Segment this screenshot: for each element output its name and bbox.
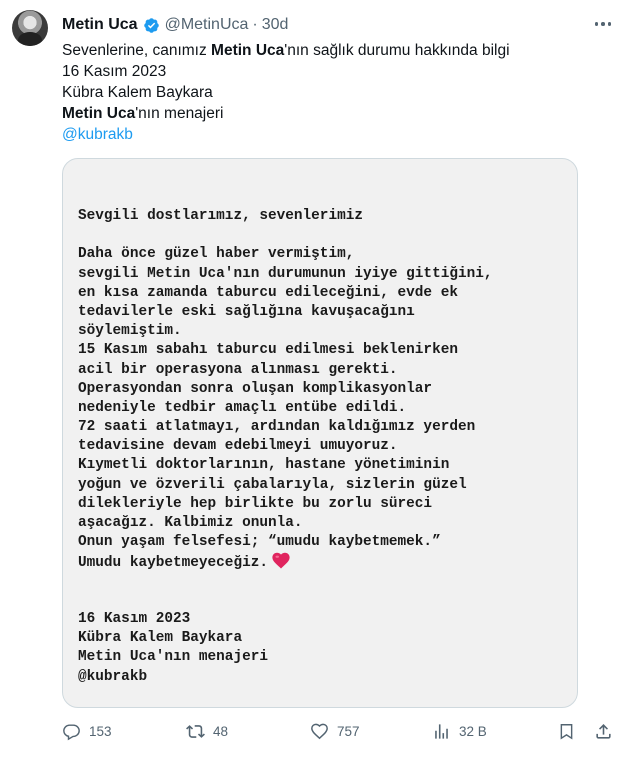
image-text-line: acil bir operasyona alınması gerekti.	[78, 361, 398, 378]
views-icon	[432, 722, 451, 741]
image-text-line: Kıymetli doktorlarının, hastane yönetiminin	[78, 457, 450, 474]
reply-count: 153	[89, 723, 112, 739]
image-text-line: tedavilerle eski sağlığına kavuşacağını	[78, 303, 415, 320]
reply-icon	[62, 722, 81, 741]
tweet-text	[62, 40, 510, 145]
like-count: 757	[337, 723, 360, 739]
image-text-line: sevgili Metin Uca'nın durumunun iyiye gittiğini,	[78, 265, 493, 282]
image-text-line	[78, 572, 493, 591]
image-text-line: Kübra Kalem Baykara	[78, 630, 243, 647]
views-button[interactable]	[432, 719, 487, 743]
image-text-line: 72 saati atlatmayı, ardından kaldığımız yerden	[78, 419, 476, 436]
image-text-line: aşacağız. Kalbimiz onunla.	[78, 515, 303, 531]
tweet-line-1	[62, 40, 510, 61]
author-name[interactable]: Metin Uca	[62, 16, 138, 33]
image-text	[78, 207, 493, 687]
verified-badge-icon	[143, 17, 160, 34]
image-text-line: tedavisine devam edebilmeyi umuyoruz.	[78, 438, 398, 455]
like-button[interactable]	[310, 719, 360, 743]
tweet-line-4	[62, 103, 510, 124]
image-text-line: @kubrakb	[78, 668, 148, 685]
image-text-line: 15 Kasım sabahı taburcu edilmesi beklenirken	[78, 342, 458, 359]
image-text-line: 16 Kasım 2023	[78, 610, 191, 627]
tweet-text-segment: 'nın menajeri	[135, 105, 224, 122]
image-text-line: nedeniyle tedbir amaçlı entübe edildi.	[78, 399, 407, 416]
image-text-line: dilekleriyle hep birlikte bu zorlu süreci	[78, 495, 433, 512]
image-text-line: Metin Uca'nın menajeri	[78, 649, 268, 666]
like-icon	[310, 722, 329, 741]
timestamp[interactable]: 30d	[261, 16, 289, 33]
image-text-line: Operasyondan sonra oluşan komplikasyonlar	[78, 380, 433, 397]
author-handle[interactable]: @MetinUca	[164, 16, 249, 33]
tweet-header	[62, 14, 288, 36]
tweet-text-segment: Sevenlerine, canımız	[62, 42, 212, 59]
views-count: 32 B	[459, 723, 487, 739]
bookmark-icon	[557, 722, 576, 741]
tweet-text-bold: Metin Uca	[62, 105, 136, 122]
bookmark-button[interactable]	[557, 719, 576, 743]
retweet-button[interactable]	[186, 719, 228, 743]
image-text-line: Daha önce güzel haber vermiştim,	[78, 246, 355, 263]
heart-emoji-icon	[272, 552, 290, 569]
mention-link[interactable]: @kubrakb	[62, 126, 133, 143]
tweet-text-segment: 'nın sağlık durumu hakkında bilgi	[284, 42, 510, 59]
retweet-count: 48	[213, 723, 229, 739]
tweet-line-3: Kübra Kalem Baykara	[62, 84, 213, 101]
image-text-segment: Umudu kaybetmeyeceğiz.	[78, 555, 268, 572]
image-text-line: Sevgili dostlarımız, sevenlerimiz	[78, 208, 363, 224]
tweet-text-bold: Metin Uca	[211, 42, 285, 59]
image-text-line-with-heart	[78, 552, 493, 571]
more-options-icon[interactable]	[592, 14, 614, 34]
image-text-line: söylemiştim.	[78, 323, 182, 340]
share-button[interactable]	[594, 719, 613, 743]
avatar[interactable]	[12, 10, 48, 46]
image-text-line	[78, 226, 493, 245]
image-text-line	[78, 591, 493, 610]
share-icon	[594, 722, 613, 741]
reply-button[interactable]	[62, 719, 112, 743]
tweet-line-2: 16 Kasım 2023	[62, 63, 167, 80]
image-text-line: en kısa zamanda taburcu edileceğini, evde ek	[78, 284, 458, 301]
separator-dot: ·	[252, 16, 258, 33]
image-text-line: yoğun ve özverili çabalarıyla, sizlerin güzel	[78, 476, 467, 493]
retweet-icon	[186, 722, 205, 741]
image-text-line: Onun yaşam felsefesi; “umudu kaybetmemek.”	[78, 534, 441, 551]
action-bar	[0, 719, 641, 743]
